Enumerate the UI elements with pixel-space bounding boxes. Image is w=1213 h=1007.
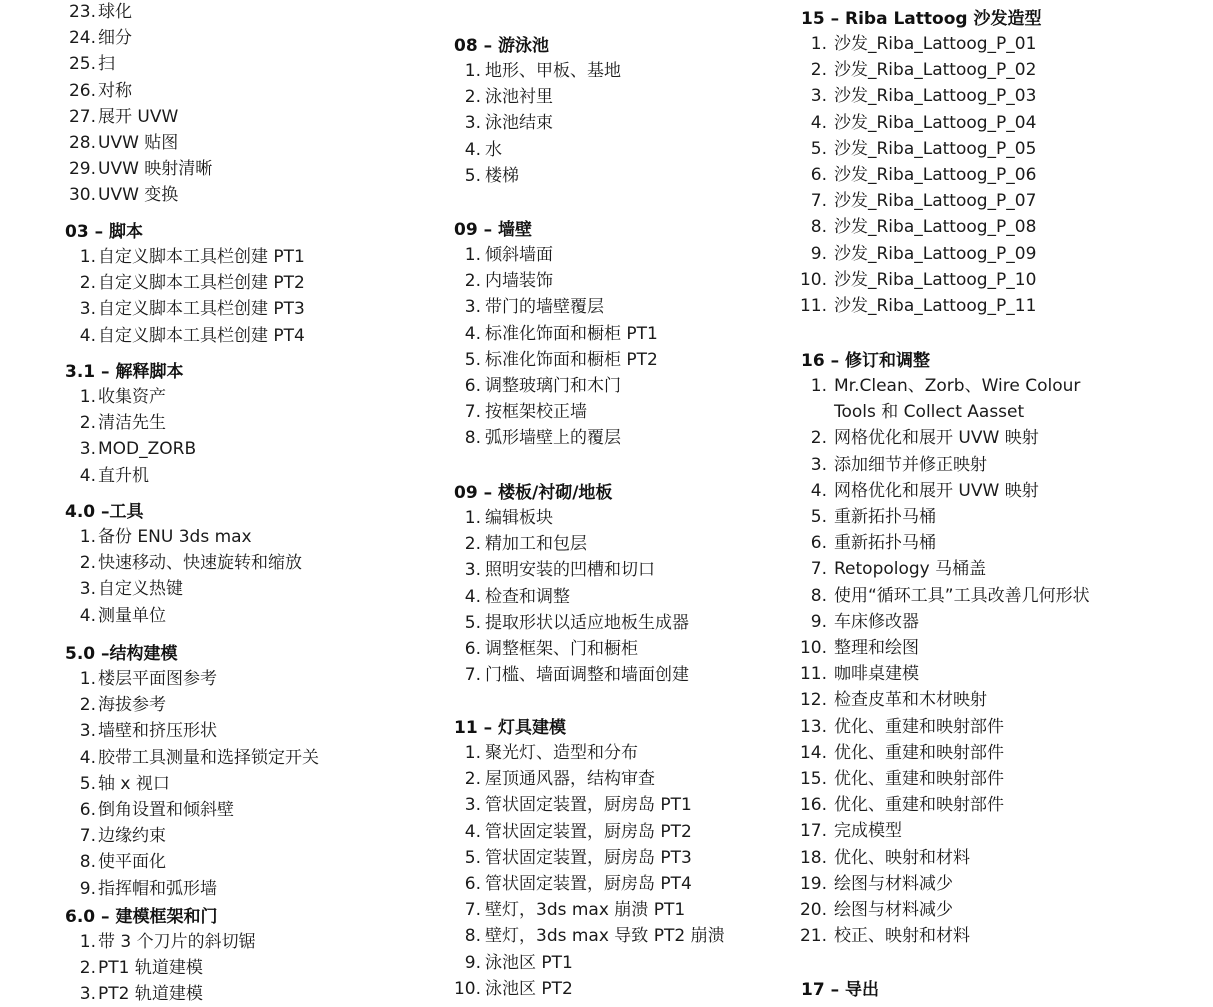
item-number: 2. xyxy=(79,958,96,979)
item-text: 网格优化和展开 UVW 映射 xyxy=(834,480,1039,501)
item-number: 5. xyxy=(79,773,96,794)
item-number: 3. xyxy=(79,579,96,600)
section xyxy=(62,905,256,1005)
item-text: 沙发_Riba_Lattoog_P_07 xyxy=(834,191,1037,212)
item-number: 16. xyxy=(799,795,827,816)
item-number: 2. xyxy=(810,60,827,81)
item-text: 使平面化 xyxy=(98,852,166,873)
item-text: UVW 贴图 xyxy=(98,133,179,153)
item-number: 20. xyxy=(799,900,827,920)
item-number: 9. xyxy=(810,243,827,264)
item-number: 2. xyxy=(79,553,96,574)
item-text: 编辑板块 xyxy=(485,508,553,528)
item-number: 2. xyxy=(79,273,96,294)
item-number: 4. xyxy=(464,323,481,344)
item-text: 沙发_Riba_Lattoog_P_09 xyxy=(834,243,1037,264)
item-text: 球化 xyxy=(98,2,132,22)
item-text: 自定义脚本工具栏创建 PT3 xyxy=(98,299,305,320)
item-text: 添加细节并修正映射 xyxy=(834,454,987,475)
section-title: 09 – 墙壁 xyxy=(454,220,532,240)
item-number: 3. xyxy=(810,454,827,475)
item-number: 4. xyxy=(79,465,96,486)
item-number: 8. xyxy=(810,585,827,606)
item-text: 门槛、墙面调整和墙面创建 xyxy=(485,665,689,686)
item-text: 调整框架、门和橱柜 xyxy=(485,639,638,659)
section xyxy=(451,218,658,449)
item-text: MOD_ZORB xyxy=(98,439,197,460)
item-number: 6. xyxy=(810,533,827,554)
item-text: 车床修改器 xyxy=(834,611,919,632)
item-text: 聚光灯、造型和分布 xyxy=(485,743,638,763)
item-number: 1. xyxy=(79,247,96,267)
item-number: 15. xyxy=(799,769,827,789)
item-text: PT2 轨道建模 xyxy=(98,984,203,1005)
item-text: 优化、重建和映射部件 xyxy=(834,716,1004,737)
section-title: 17 – 导出 xyxy=(801,980,879,1000)
item-text: 水 xyxy=(485,139,502,160)
item-text: 管状固定装置，厨房岛 PT3 xyxy=(485,847,692,868)
item-text: 楼层平面图参考 xyxy=(98,669,217,689)
item-text: 重新拓扑马桶 xyxy=(834,533,936,554)
item-number: 1. xyxy=(464,61,481,81)
item-number: 11. xyxy=(799,664,827,685)
item-number: 2. xyxy=(464,769,481,790)
item-number: 19. xyxy=(799,873,827,894)
item-number: 4. xyxy=(810,480,827,501)
item-text: 备份 ENU 3ds max xyxy=(98,527,252,547)
item-number: 7. xyxy=(464,900,481,921)
item-text: 整理和绘图 xyxy=(834,638,919,658)
item-number: 6. xyxy=(464,639,481,659)
section xyxy=(62,360,197,486)
item-number: 13. xyxy=(799,716,827,737)
item-number: 5. xyxy=(810,507,827,527)
section-title: 3.1 – 解释脚本 xyxy=(65,362,184,382)
item-number: 3. xyxy=(464,795,481,816)
item-number: 3. xyxy=(79,984,96,1005)
item-text: 墙壁和挤压形状 xyxy=(98,721,217,742)
item-text: 绘图与材料减少 xyxy=(834,873,953,894)
item-text: 展开 UVW xyxy=(98,106,179,127)
item-text: 指挥帽和弧形墙 xyxy=(98,878,217,899)
item-text: 壁灯，3ds max 导致 PT2 崩溃 xyxy=(485,926,725,947)
item-number: 30. xyxy=(68,185,96,206)
section-title: 5.0 –结构建模 xyxy=(65,644,178,664)
item-text: 检查和调整 xyxy=(485,586,570,607)
item-text: 网格优化和展开 UVW 映射 xyxy=(834,428,1039,449)
section-title: 6.0 – 建模框架和门 xyxy=(65,907,218,927)
item-text: 弧形墙壁上的覆层 xyxy=(485,428,621,449)
item-text: 带门的墙壁覆层 xyxy=(485,297,604,318)
item-number: 1. xyxy=(464,508,481,528)
item-text: 重新拓扑马桶 xyxy=(834,507,936,527)
item-text: 对称 xyxy=(98,80,132,101)
item-text: 沙发_Riba_Lattoog_P_01 xyxy=(834,34,1037,54)
item-number: 5. xyxy=(464,612,481,633)
item-number: 1. xyxy=(810,376,827,396)
item-text: 直升机 xyxy=(98,465,149,486)
item-number: 1. xyxy=(79,387,96,407)
item-text: 自定义热键 xyxy=(98,579,183,600)
item-number: 8. xyxy=(810,217,827,238)
item-number: 1. xyxy=(464,245,481,265)
item-number: 28. xyxy=(68,133,96,153)
item-text: 沙发_Riba_Lattoog_P_04 xyxy=(834,112,1037,133)
section-title: 11 – 灯具建模 xyxy=(454,718,566,738)
item-number: 25. xyxy=(68,54,96,75)
section xyxy=(798,349,1090,947)
item-number: 2. xyxy=(810,428,827,449)
item-number: 26. xyxy=(68,80,96,101)
item-text: 沙发_Riba_Lattoog_P_10 xyxy=(834,269,1037,290)
item-text: 优化、重建和映射部件 xyxy=(834,795,1004,816)
section xyxy=(62,500,302,626)
item-number: 4. xyxy=(79,747,96,768)
item-number: 29. xyxy=(68,159,96,180)
item-text: 沙发_Riba_Lattoog_P_11 xyxy=(834,296,1037,316)
section-title: 4.0 –工具 xyxy=(65,502,144,522)
item-text: 沙发_Riba_Lattoog_P_05 xyxy=(834,138,1037,159)
section xyxy=(62,220,305,346)
item-number: 4. xyxy=(79,325,96,346)
item-text: 标准化饰面和橱柜 PT1 xyxy=(485,323,658,344)
item-number: 27. xyxy=(68,106,96,127)
item-number: 12. xyxy=(799,690,827,711)
item-text: 优化、重建和映射部件 xyxy=(834,742,1004,763)
item-number: 10. xyxy=(799,269,827,290)
item-number: 1. xyxy=(79,932,96,952)
item-text: 沙发_Riba_Lattoog_P_03 xyxy=(834,86,1037,107)
item-text: UVW 变换 xyxy=(98,185,179,206)
item-text: 检查皮革和木材映射 xyxy=(834,690,987,711)
item-number: 1. xyxy=(79,669,96,689)
item-text: 管状固定装置，厨房岛 PT4 xyxy=(485,874,692,894)
item-number: 4. xyxy=(464,821,481,842)
item-number: 7. xyxy=(79,826,96,847)
item-text: 校正、映射和材料 xyxy=(834,926,970,947)
section-title: 15 – Riba Lattoog 沙发造型 xyxy=(801,9,1042,29)
item-text: 提取形状以适应地板生成器 xyxy=(485,612,689,633)
item-number: 7. xyxy=(464,402,481,423)
item-text: 地形、甲板、基地 xyxy=(485,61,621,81)
item-number: 14. xyxy=(799,742,827,763)
item-number: 2. xyxy=(464,534,481,555)
item-text: 优化、映射和材料 xyxy=(834,847,970,868)
item-text: 扫 xyxy=(98,54,115,75)
item-number: 5. xyxy=(464,165,481,186)
item-text: 沙发_Riba_Lattoog_P_06 xyxy=(834,165,1037,185)
item-text: 倾斜墙面 xyxy=(485,245,553,265)
section xyxy=(451,34,621,186)
section-title: 08 – 游泳池 xyxy=(454,36,549,56)
item-text: 清洁先生 xyxy=(98,413,166,434)
section xyxy=(798,978,879,1003)
item-number: 4. xyxy=(810,112,827,133)
item-text: 按框架校正墙 xyxy=(485,402,587,423)
item-text: 自定义脚本工具栏创建 PT1 xyxy=(98,247,305,267)
item-text: 沙发_Riba_Lattoog_P_08 xyxy=(834,217,1037,238)
item-number: 1. xyxy=(464,743,481,763)
item-number: 8. xyxy=(79,852,96,873)
section-title: 03 – 脚本 xyxy=(65,222,143,242)
item-number: 17. xyxy=(799,821,827,842)
item-text: 精加工和包层 xyxy=(485,534,587,555)
section xyxy=(451,481,689,686)
item-number: 4. xyxy=(79,605,96,626)
item-number: 3. xyxy=(464,297,481,318)
item-number: 3. xyxy=(79,439,96,460)
item-text: PT1 轨道建模 xyxy=(98,958,203,979)
item-number: 5. xyxy=(464,847,481,868)
item-text: 使用“循环工具”工具改善几何形状 xyxy=(834,585,1090,606)
item-text: 优化、重建和映射部件 xyxy=(834,769,1004,789)
item-text: Retopology 马桶盖 xyxy=(834,559,987,580)
item-text: 泳池区 PT2 xyxy=(485,978,573,999)
item-number: 1. xyxy=(810,34,827,54)
item-text: 调整玻璃门和木门 xyxy=(485,376,621,396)
item-text: 自定义脚本工具栏创建 PT2 xyxy=(98,273,305,294)
item-number: 7. xyxy=(464,665,481,686)
section xyxy=(451,716,725,999)
item-text: 带 3 个刀片的斜切锯 xyxy=(98,932,256,952)
item-text: 完成模型 xyxy=(834,821,902,842)
item-number: 18. xyxy=(799,847,827,868)
item-text: 轴 x 视口 xyxy=(98,773,170,794)
item-text: 绘图与材料减少 xyxy=(834,900,953,920)
item-number: 2. xyxy=(464,87,481,108)
section-title: 16 – 修订和调整 xyxy=(801,351,930,371)
item-text: 细分 xyxy=(98,28,132,49)
item-number: 3. xyxy=(464,560,481,581)
item-text: 管状固定装置，厨房岛 PT1 xyxy=(485,795,692,816)
item-number: 4. xyxy=(464,139,481,160)
item-text: 沙发_Riba_Lattoog_P_02 xyxy=(834,60,1037,81)
item-number: 3. xyxy=(810,86,827,107)
item-number: 11. xyxy=(799,296,827,316)
item-number: 3. xyxy=(79,721,96,742)
item-text: 测量单位 xyxy=(98,605,166,626)
item-number: 6. xyxy=(79,800,96,820)
item-number: 8. xyxy=(464,926,481,947)
item-number: 2. xyxy=(79,413,96,434)
item-number: 10. xyxy=(453,978,481,999)
item-number: 23. xyxy=(68,2,96,22)
item-text: 标准化饰面和橱柜 PT2 xyxy=(485,349,658,370)
item-number: 6. xyxy=(810,165,827,185)
item-number: 9. xyxy=(464,952,481,973)
item-number: 2. xyxy=(79,695,96,716)
item-number: 2. xyxy=(464,271,481,292)
item-number: 7. xyxy=(810,559,827,580)
item-number: 3. xyxy=(79,299,96,320)
item-number: 9. xyxy=(79,878,96,899)
item-number: 21. xyxy=(799,926,827,947)
item-text: 胶带工具测量和选择锁定开关 xyxy=(98,747,319,768)
item-text: 收集资产 xyxy=(98,387,166,407)
item-number: 10. xyxy=(799,638,827,658)
item-text: 屋顶通风器，结构审查 xyxy=(485,769,655,790)
item-text: 海拔参考 xyxy=(98,695,166,716)
item-number: 6. xyxy=(464,376,481,396)
item-text: 倒角设置和倾斜壁 xyxy=(98,800,234,820)
item-text: 照明安装的凹槽和切口 xyxy=(485,560,655,581)
item-number: 6. xyxy=(464,874,481,894)
section-title: 09 – 楼板/衬砌/地板 xyxy=(454,483,613,503)
item-number: 9. xyxy=(810,611,827,632)
item-text: 壁灯，3ds max 崩溃 PT1 xyxy=(485,900,686,921)
item-text: 快速移动、快速旋转和缩放 xyxy=(98,553,302,574)
item-number: 8. xyxy=(464,428,481,449)
item-number: 4. xyxy=(464,586,481,607)
item-text: 边缘约束 xyxy=(98,826,166,847)
item-text: UVW 映射清晰 xyxy=(98,159,213,180)
section xyxy=(798,7,1042,316)
section xyxy=(62,642,319,899)
item-number: 3. xyxy=(464,113,481,134)
item-text: 管状固定装置，厨房岛 PT2 xyxy=(485,821,692,842)
item-text: 泳池结束 xyxy=(485,113,553,134)
item-text: 楼梯 xyxy=(485,165,519,186)
item-text: 自定义脚本工具栏创建 PT4 xyxy=(98,325,305,346)
item-text: 咖啡桌建模 xyxy=(834,664,919,685)
item-text: Mr.Clean、Zorb、Wire Colour xyxy=(834,376,1081,396)
item-number: 5. xyxy=(810,138,827,159)
item-text-continued: Tools 和 Collect Aasset xyxy=(834,402,1025,423)
item-number: 7. xyxy=(810,191,827,212)
item-text: 泳池衬里 xyxy=(485,87,553,108)
item-number: 5. xyxy=(464,349,481,370)
item-text: 泳池区 PT1 xyxy=(485,952,573,973)
item-number: 1. xyxy=(79,527,96,547)
item-text: 内墙装饰 xyxy=(485,271,553,292)
item-number: 24. xyxy=(68,28,96,49)
